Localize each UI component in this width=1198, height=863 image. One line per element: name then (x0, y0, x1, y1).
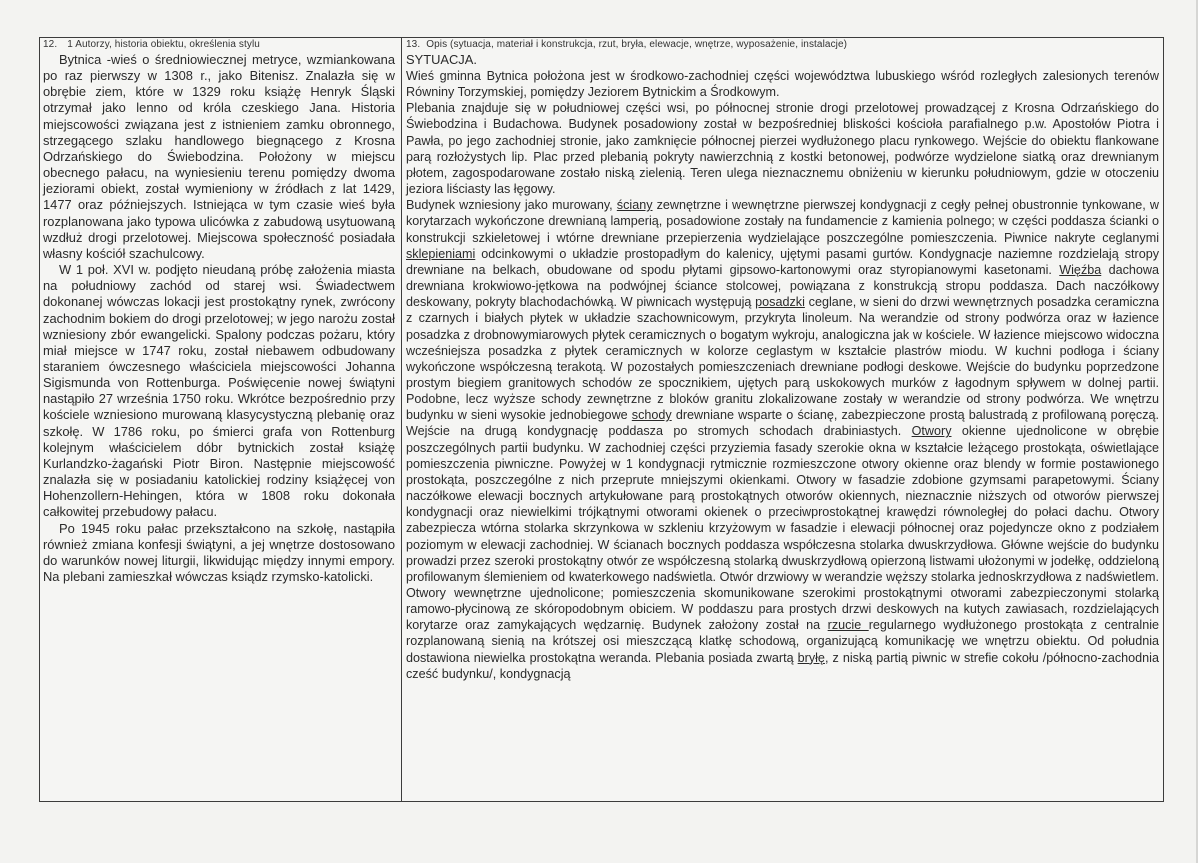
text-segment: ceglane, w sieni do drzwi wewnętrznych posadzka ceramiczna z czarnych i białych płytek w układzie szachownicowym, przykryta linoleum. Na werandzie od strony podwórza oraz w łazience posadzka z drobnowymiarowych płytek ceramicznych o bogatym wykroju, analogiczna jak w kościele. W łazience miejscowo widoczna wcześniejsza posadzka z płytek ceramicznych w kolorze ceglastym w kształcie plastrów miodu. W kuchni podłoga i ściany wykończone współczesną terakotą. W pozostałych pomieszczeniach drewniane podłogi deskowe. Wejście do budynku poprzedzone prostym biegiem granitowych schodów ze spocznikiem, ujętych parą uskokowych murków z łagodnym spływem w dolnej partii. Podobne, lecz wyższe schody zewnętrzne z bloków granitu zlokalizowane zostały w werandzie od strony podwórza. We wnętrzu budynku w sieni wysokie jednobiegowe (406, 295, 1159, 423)
section-heading: SYTUACJA. (406, 52, 477, 67)
text-segment: drewniane wsparte o ścianę, zabezpieczone prostą balustradą z profilowaną poręczą. Wejście na drugą kondygnację poddasza po stromych schodach drabiniastych. (406, 408, 1159, 439)
history-column (43, 39, 395, 585)
column-divider (401, 37, 402, 802)
history-field-number: 12. (43, 39, 58, 50)
text-segment: regularnego wydłużonego prostokąta z centralnie rozplanowaną sienią na krótszej osi mieszczącą klatkę schodową, organizującą komunikację we wnętrzu obiektu. Od południa dostawiona niewielka prostokątna weranda. Plebania posiada zwartą (406, 618, 1160, 665)
underlined-term: Otwory (911, 424, 952, 439)
underlined-term: Więźba (1059, 262, 1102, 277)
text-segment: Budynek wzniesiony jako murowany, (406, 198, 617, 213)
description-paragraph: Wieś gminna Bytnica położona jest w środkowo-zachodniej części województwa lubuskiego wśród rozległych zalesionych terenów Równiny Torzymskiej, pomiędzy Jeziorem Bytnickim a Środkowym. (406, 69, 1159, 100)
text-segment: , z niską partią piwnic w strefie cokołu /północno-zachodnia cześć budynku/, kondygnacją (406, 650, 1159, 681)
underlined-term: rzucie (827, 618, 869, 633)
description-column (406, 39, 1159, 682)
description-field-label (406, 39, 1159, 51)
underlined-term: posadzki (755, 295, 805, 310)
underlined-term: sklepieniami (406, 246, 476, 261)
history-field-label (43, 39, 395, 51)
description-text (406, 52, 1159, 682)
description-paragraph: Plebania znajduje się w południowej części wsi, po północnej stronie drogi przelotowej prowadzącej z Krosna Odrzańskiego do Świebodzina i Budachowa. Budynek posadowiony został w bezpośredniej bliskości kościoła parafialnego p.w. Apostołów Piotra i Pawła, po jego zachodniej stronie, jako zamknięcie północnej pierzei wydłużonego placu rynkowego. Wejście do obiektu flankowane parą rozłożystych lip. Plac przed plebanią pokryty nawierzchnią z kostki betonowej, podwórze wydzielone siatką oraz drewnianym płotem, zagospodarowane zostało niską zielenią. Teren ulega nieznacznemu obniżeniu w kierunku południowym, gdzie w otoczeniu jeziora liściasty las łęgowy. (406, 101, 1159, 197)
history-text (43, 52, 395, 585)
history-paragraph: W 1 poł. XVI w. podjęto nieudaną próbę założenia miasta na południowy zachód od starej wsi. Świadectwem dokonanej wówczas lokacji jest prostokątny rynek, zwrócony zachodnim bokiem do drogi przelotowej; w jego narożu został wzniesiony zbór ewangelicki. Spalony podczas pożaru, który miał miejsce w 1747 roku, został niebawem odbudowany staraniem ówczesnego właściciela miejscowości Johanna Sigismunda von Rottenburga. Poświęcenie nowej świątyni nastąpiło 27 września 1750 roku. Wkrótce bezpośrednio przy kościele wzniesiono murowaną klasycystyczną plebanię oraz szkołę. W 1786 roku, po śmierci grafa von Rottenburg kolejnym właścicielem dóbr bytnickich został książę Kurlandzko-żagański Piotr Biron. Następnie miejscowość znalazła się w posiadaniu katolickiej rodziny książęcej von Hohenzollern-Hehingen, która w 1808 roku dokonała całkowitej przebudowy pałacu. (43, 262, 395, 520)
history-paragraph: Bytnica -wieś o średniowiecznej metryce, wzmiankowana po raz pierwszy w 1308 r., jako Bitenisz. Znalazła się w obrębie ziem, które w 1329 roku książę Henryk Śląski otrzymał jako lenno od króla czeskiego Jana. Historia miejscowości związana jest z istnieniem zamku obronnego, strzegącego szlaku handlowego biegnącego z Krosna Odrzańskiego do Świebodzina. Położony w miejscu obecnego pałacu, na wyniesieniu terenu pomiędzy dwoma jeziorami obiekt, został wymieniony w źródłach z lat 1429, 1477 oraz późniejszych. Istniejąca w tym czasie wieś była rozplanowana jako typowa ulicówka z zabudową usytuowaną wzdłuż drogi przelotowej. Miejscowa społeczność posiadała własny kościół szachulcowy. (43, 52, 395, 261)
text-segment: odcinkowymi o układzie prostopadłym do kalenicy, ujętymi pasami gurtów. Kondygnacje naziemne rozdzielają stropy drewniane na belkach, obudowane od spodu płytami gipsowo-kartonowymi oraz styropianowymi kasetonami. (406, 246, 1159, 277)
underlined-term: ściany (616, 198, 653, 213)
description-paragraph-construction (406, 197, 1159, 682)
description-field-title: Opis (sytuacja, materiał i konstrukcja, rzut, bryła, elewacje, wnętrze, wyposażenie, instalacje) (426, 39, 848, 50)
underlined-term: bryłę (797, 650, 825, 665)
history-field-title: 1 Autorzy, historia obiektu, określenia stylu (67, 39, 260, 50)
history-paragraph: Po 1945 roku pałac przekształcono na szkołę, nastąpiła również zmiana konfesji świątyni, a jej wnętrze dostosowano do warunków nowej liturgii, likwidując między innymi empory. Na plebani zamieszkał wówczas ksiądz rzymsko-katolicki. (43, 520, 395, 584)
description-field-number: 13. (406, 39, 421, 50)
text-segment: okienne ujednolicone w obrębie poszczególnych partii budynku. W zachodniej części przyziemia fasady szerokie okna w kształcie leżącego prostokąta, oświetlające pomieszczenia piwniczne. Powyżej w 1 kondygnacji rytmicznie rozmieszczone otwory okienne oraz blendy w formie postawionego prostokąta, poszczególne z nich przeprute mniejszymi okienkami. Otwory w fasadzie zdobione gzymsami parapetowymi. Ściany naczółkowe elewacji bocznych artykułowane parą prostokątnych otworów okiennych, nieznacznie niższych od otworów pierwszej kondygnacji oraz niewielkimi trójkątnymi otworami okienek o przeciwprostokątnej krawędzi równoległej do połaci dachu. Otwory zabezpiecza wtórna stolarka skrzynkowa w szkleniu krzyżowym w fasadzie i elewacji północnej oraz pojedyncze okno z podziałem poziomym w elewacji zachodniej. W ścianach bocznych poddasza współczesna stolarka dwuskrzydłowa. Główne wejście do budynku prowadzi przez szeroki prostokątny otwór ze współczesną stolarką dwuskrzydłową opierzoną listwami ułożonymi w jodełkę, oddzieloną profilowanym ślemieniem od kwaterkowego nadświetla. Otwór drzwiowy w werandzie węższy stolarka jednoskrzydłowa z nadświetlem. Otwory wewnętrzne ujednolicone; pomieszczenia skomunikowane szerokimi prostokątnymi otworami zabezpieczonymi stolarką ramowo-płycinową ze skóropodobnym obiciem. W poddaszu para prostych drzwi deskowych na kutych zawiasach, rozdzielających korytarze oraz zamykających wędzarnię. Budynek założony został na (406, 424, 1159, 633)
underlined-term: schody (631, 408, 672, 423)
text-segment: dachowa drewniana krokwiowo-jętkowa na podwójnej ściance stolcowej, powiązana z konstrukcją stropu poddasza. Dach naczółkowy deskowany, pokryty blachodachówką. W piwnicach występują (406, 262, 1159, 310)
text-segment: zewnętrzne i wewnętrzne pierwszej kondygnacji z cegły pełnej obustronnie tynkowane, w korytarzach wykończone drewnianą lamperią, posadowione zostały na fundamencie z kamienia polnego; w części poddasza ścianki o konstrukcji szkieletowej i wtórne drewniane przepierzenia wydzielające poszczególne pomieszczenia. Piwnice nakryte ceglanymi (406, 198, 1159, 245)
